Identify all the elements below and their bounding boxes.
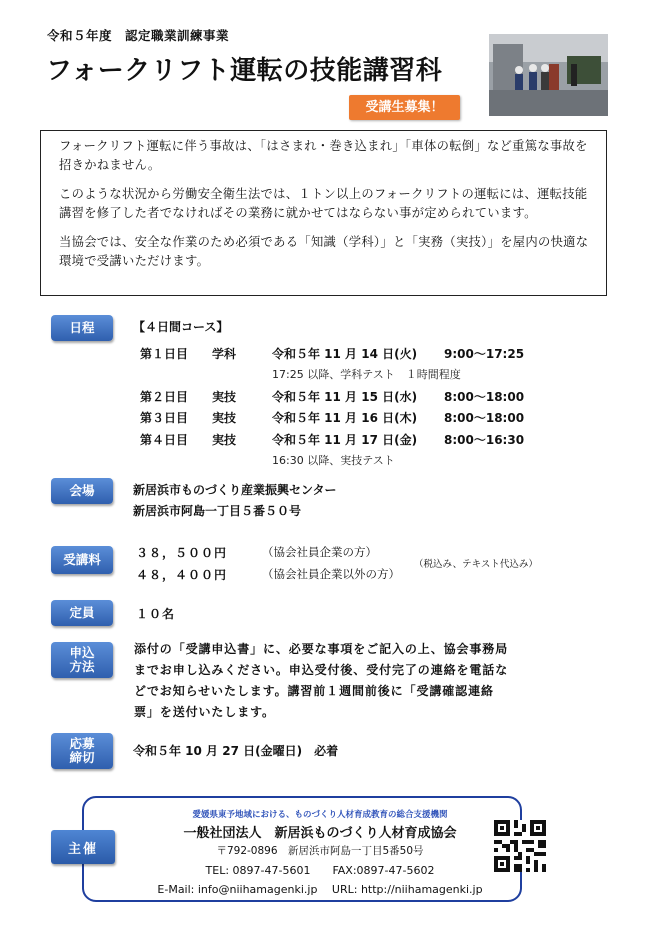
- schedule-day: 第４日目: [140, 433, 189, 447]
- course-length: 【４日間コース】: [133, 320, 229, 334]
- schedule-note: 16:30 以降、実技テスト: [272, 454, 395, 467]
- schedule-date: 令和５年 11 月 14 日(火): [272, 347, 418, 361]
- schedule-day: 第３日目: [140, 411, 189, 425]
- venue-name: 新居浜市ものづくり産業振興センター: [133, 483, 337, 497]
- deadline-value: 令和５年 10 月 27 日(金曜日) 必着: [133, 744, 339, 758]
- application-label-line: 方法: [69, 659, 95, 674]
- intro-paragraph: フォークリフト運転に伴う事故は、「はさまれ・巻き込まれ」「車体の転倒」など重篤な事故を招きかねません。: [59, 139, 588, 172]
- organizer-address: 〒792-0896 新居浜市阿島一丁目5番50号: [216, 845, 424, 857]
- intro-box: [40, 130, 607, 296]
- deadline-label-line: 応募: [69, 736, 95, 751]
- deadline-label-line: 締切: [69, 750, 95, 765]
- intro-paragraph: 当協会では、安全な作業のため必須である「知識（学科）」と「実務（実技）」を屋内の快適な環境で受講いただけます。: [59, 235, 589, 268]
- schedule-time: 9:00～17:25: [444, 347, 525, 361]
- schedule-day: 第２日目: [140, 390, 189, 404]
- application-text-line: までお申し込みください。申込受付後、受付完了の連絡を電話な: [134, 663, 509, 677]
- capacity-value: １０名: [136, 607, 176, 621]
- organizer-name: 一般社団法人 新居浜ものづくり人材育成協会: [183, 826, 457, 841]
- venue-address: 新居浜市阿島一丁目５番５０号: [133, 504, 302, 518]
- page-title: フォークリフト運転の技能講習科: [46, 56, 443, 86]
- organizer-phone-fax: TEL: 0897-47-5601 FAX:0897-47-5602: [205, 864, 435, 877]
- schedule-note: 17:25 以降、学科テスト １時間程度: [272, 368, 461, 381]
- schedule-type: 実技: [212, 411, 237, 425]
- application-text-line: 票」を送付いたします。: [134, 705, 275, 719]
- application-label-line: 申込: [69, 645, 95, 660]
- forklift-training-photo: [489, 34, 608, 116]
- nonmember-price: ４８，４００円: [136, 568, 228, 582]
- schedule-type: 実技: [212, 433, 237, 447]
- schedule-date: 令和５年 11 月 16 日(木): [272, 411, 418, 425]
- schedule-time: 8:00～18:00: [444, 390, 525, 404]
- program-subtitle: 令和５年度 認定職業訓練事業: [47, 28, 230, 43]
- organizer-email-url: E-Mail: info@niihamagenki.jp URL: http://niihamagenki.jp: [157, 883, 483, 896]
- organizer-label: 主催: [51, 830, 115, 864]
- schedule-type: 実技: [212, 390, 237, 404]
- nonmember-note: （協会社員企業以外の方）: [262, 567, 400, 581]
- schedule-type: 学科: [212, 347, 237, 361]
- application-text-line: どでお知らせいたします。講習前１週間前後に「受講確認連絡: [134, 684, 494, 698]
- schedule-time: 8:00～16:30: [444, 433, 525, 447]
- deadline-label: [51, 733, 113, 769]
- venue-label: 会場: [51, 478, 113, 504]
- qr-code-icon: [494, 820, 546, 872]
- recruitment-badge: 受講生募集！: [349, 95, 460, 120]
- intro-paragraph: このような状況から労働安全衛生法では、１トン以上のフォークリフトの運転には、運転技能講習を修了した者でなければその業務に就かせてはならない事が定められています。: [59, 187, 588, 220]
- schedule-date: 令和５年 11 月 15 日(水): [272, 390, 418, 404]
- application-label: [51, 642, 113, 678]
- tax-note: （税込み、テキスト代込み）: [414, 559, 538, 570]
- application-text-line: 添付の「受講申込書」に、必要な事項をご記入の上、協会事務局: [134, 642, 509, 656]
- fee-label: 受講料: [51, 546, 113, 574]
- schedule-label: 日程: [51, 315, 113, 341]
- schedule-time: 8:00～18:00: [444, 411, 525, 425]
- schedule-date: 令和５年 11 月 17 日(金): [272, 433, 418, 447]
- member-price: ３８，５００円: [136, 546, 228, 560]
- schedule-day: 第１日目: [140, 347, 189, 361]
- member-note: （協会社員企業の方）: [262, 545, 377, 559]
- capacity-label: 定員: [51, 600, 113, 626]
- organizer-tagline: 愛媛県東予地域における、ものづくり人材育成教育の総合支援機関: [192, 810, 448, 820]
